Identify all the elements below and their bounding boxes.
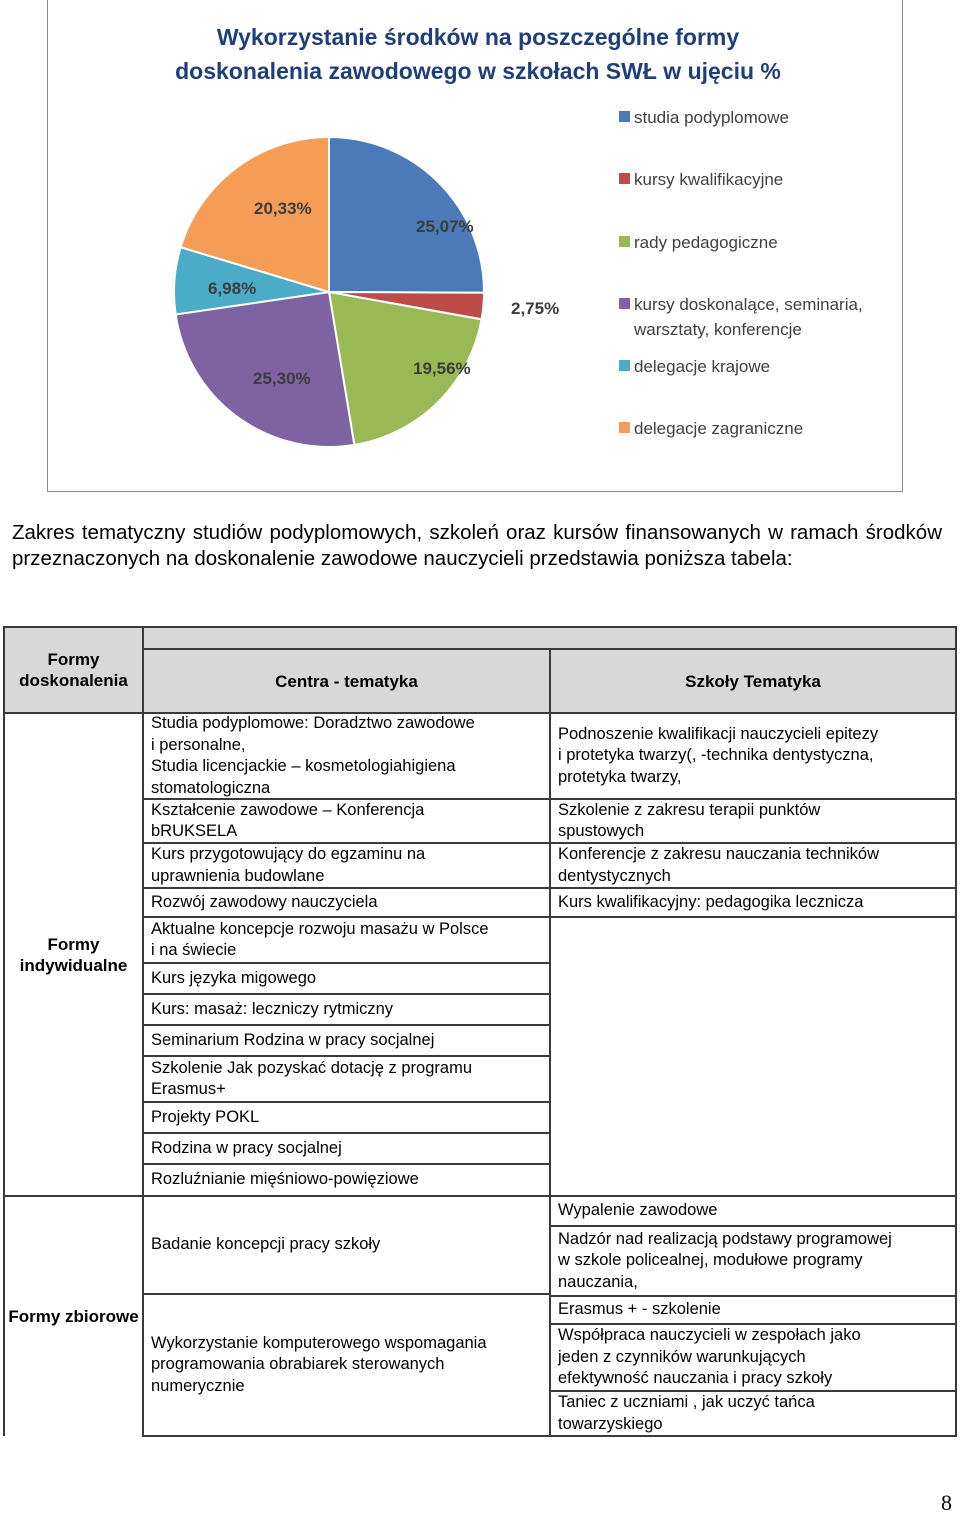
- legend-swatch: [619, 111, 630, 122]
- table-line: [143, 1132, 550, 1134]
- centra-item: Rodzina w pracy socjalnej: [151, 1138, 342, 1157]
- szkoly-item: Podnoszenie kwalifikacji nauczycieli epitezy i protetyka twarzy(, -technika dentystyczna, protetyka twarzy,: [558, 724, 879, 786]
- pie-data-label: 25,30%: [253, 369, 311, 388]
- table-line: [550, 1225, 956, 1227]
- table-line: [143, 798, 550, 800]
- chart-title-line: Wykorzystanie środków na poszczególne formy: [216, 24, 740, 50]
- pie-data-label: 2,75%: [511, 299, 560, 318]
- table-line: [143, 916, 550, 918]
- legend-swatch: [619, 173, 630, 184]
- table-line: [550, 887, 956, 889]
- centra-item: Seminarium Rodzina w pracy socjalnej: [151, 1030, 435, 1049]
- table-line: [550, 916, 956, 918]
- legend-item: [619, 108, 789, 127]
- table-line: [550, 798, 956, 800]
- intro-paragraph: Zakres tematyczny studiów podyplomowych, szkoleń oraz kursów finansowanych w ramach środków przeznaczonych na doskonalenie zawodowe nauczycieli przedstawia poniższa tabela:: [12, 521, 942, 570]
- legend-item: [619, 295, 863, 339]
- chart-title-line: doskonalenia zawodowego w szkołach SWŁ w ujęciu %: [175, 58, 781, 84]
- szkoly-group-item: Taniec z uczniami , jak uczyć tańca towarzyskiego: [558, 1393, 815, 1433]
- table-line: [143, 962, 550, 964]
- legend-item: [619, 170, 783, 189]
- table-line: [143, 993, 550, 995]
- table-border-top: [4, 626, 956, 628]
- header-szkoly: Szkoły Tematyka: [550, 649, 956, 713]
- centra-item: Kurs: masaż: leczniczy rytmiczny: [151, 999, 394, 1018]
- szkoly-item: Konferencje z zakresu nauczania techników dentystycznych: [558, 845, 880, 885]
- szkoly-group-item: Erasmus + - szkolenie: [558, 1300, 721, 1319]
- header-centra: Centra - tematyka: [143, 649, 550, 713]
- legend-item: [619, 357, 770, 376]
- table-border-left: [3, 626, 5, 1436]
- table-line: [143, 1293, 550, 1295]
- legend-label: rady pedagogiczne: [634, 233, 778, 252]
- centra-item: Projekty POKL: [151, 1107, 260, 1126]
- table-line: [143, 1055, 550, 1057]
- szkoly-group-item: Wypalenie zawodowe: [558, 1201, 718, 1220]
- szkoly-group-item: Współpraca nauczycieli w zespołach jako jeden z czynników warunkujących efektywność nauczania i pracy szkoły: [558, 1326, 861, 1388]
- legend-label: kursy kwalifikacyjne: [634, 170, 784, 189]
- szkoly-group-item: Nadzór nad realizacją podstawy programowej w szkole policealnej, modułowe programy nauczania,: [558, 1229, 892, 1291]
- table-line: [143, 1101, 550, 1103]
- table-line: [4, 1195, 956, 1197]
- legend-swatch: [619, 298, 630, 309]
- pie-data-label: 19,56%: [413, 359, 471, 378]
- table-line: [142, 626, 144, 1437]
- centra-item: Rozwój zawodowy nauczyciela: [151, 892, 378, 911]
- table-line: [550, 1295, 956, 1297]
- table-line: [549, 648, 551, 1437]
- centra-group-item: Wykorzystanie komputerowego wspomagania programowania obrabiarek sterowanych numerycznie: [151, 1333, 487, 1395]
- pie-chart-figure: [47, 0, 903, 492]
- row-label-individual: Formy indywidualne: [19, 934, 128, 975]
- legend-swatch: [619, 360, 630, 371]
- legend-item: [619, 233, 778, 252]
- pie-chart: [48, 0, 904, 492]
- table-line: [550, 842, 956, 844]
- pie-data-label: 20,33%: [254, 199, 312, 218]
- table-line: [550, 1390, 956, 1392]
- pie-data-label: 25,07%: [416, 217, 474, 236]
- header-forms: Formy doskonalenia: [4, 627, 143, 713]
- legend-swatch: [619, 422, 630, 433]
- table-border-right: [955, 626, 957, 1437]
- centra-item: Kurs przygotowujący do egzaminu na uprawnienia budowlane: [151, 845, 426, 885]
- legend-swatch: [619, 236, 630, 247]
- szkoly-item: Szkolenie z zakresu terapii punktów spustowych: [558, 800, 821, 840]
- centra-group-item: Badanie koncepcji pracy szkoły: [151, 1235, 381, 1254]
- centra-item: Kurs języka migowego: [151, 968, 317, 987]
- centra-item: Rozluźnianie mięśniowo-powięziowe: [151, 1170, 419, 1189]
- row-label-group: Formy zbiorowe: [8, 1306, 139, 1326]
- table-line: [4, 712, 956, 714]
- centra-item: Kształcenie zawodowe – Konferencja bRUKSELA: [151, 800, 425, 840]
- centra-item: Aktualne koncepcje rozwoju masażu w Polsce i na świecie: [151, 919, 489, 959]
- table-line: [550, 1323, 956, 1325]
- table-line: [143, 887, 550, 889]
- table-line: [143, 1163, 550, 1165]
- legend-item: [619, 419, 803, 438]
- legend-label: warsztaty, konferencje: [634, 320, 802, 339]
- pie-data-label: 6,98%: [208, 279, 257, 298]
- table-line: [143, 842, 550, 844]
- centra-item: Studia podyplomowe: Doradztwo zawodowe i personalne, Studia licencjackie – kosmetologiahigiena stomatologiczna: [151, 714, 475, 797]
- pie-slice: [329, 137, 484, 293]
- legend-label: delegacje zagraniczne: [634, 419, 804, 438]
- legend-label: studia podyplomowe: [634, 108, 789, 127]
- header-top-band: [143, 627, 956, 649]
- szkoly-item: Kurs kwalifikacyjny: pedagogika lecznicza: [558, 892, 864, 911]
- legend-label: kursy doskonalące, seminaria,: [634, 295, 863, 314]
- legend-label: delegacje krajowe: [634, 357, 771, 376]
- page-number: 8: [941, 1490, 952, 1515]
- table-line: [143, 1024, 550, 1026]
- centra-item: Szkolenie Jak pozyskać dotację z programu Erasmus+: [151, 1058, 472, 1098]
